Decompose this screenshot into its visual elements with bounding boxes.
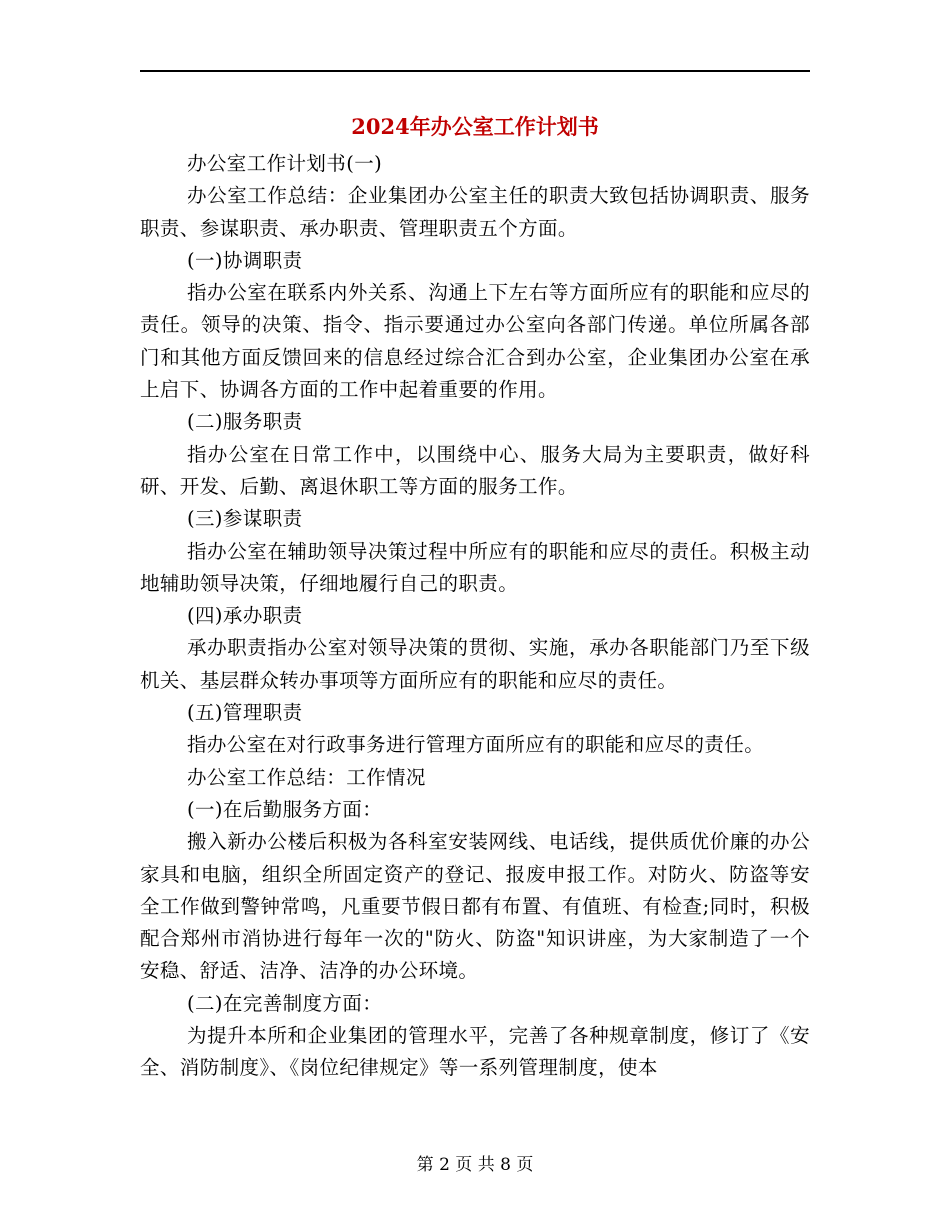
paragraph: 指办公室在对行政事务进行管理方面所应有的职能和应尽的责任。 xyxy=(187,733,765,757)
document-title: 2024年办公室工作计划书 xyxy=(351,114,599,139)
section-heading: (三)参谋职责 xyxy=(187,507,303,531)
paragraph: 办公室工作计划书(一) xyxy=(187,152,383,175)
section-heading: (一)在后勤服务方面： xyxy=(187,797,383,821)
paragraph: 办公室工作总结：企业集团办公室主任的职责大致包括协调职责、服务职责、参谋职责、承办职责、管理职责五个方面。 xyxy=(140,184,810,240)
document-body xyxy=(140,148,810,1085)
section-heading: (五)管理职责 xyxy=(187,701,303,725)
paragraph: 指办公室在联系内外关系、沟通上下左右等方面所应有的职能和应尽的责任。领导的决策、指令、指示要通过办公室向各部门传递。单位所属各部门和其他方面反馈回来的信息经过综合汇合到办公室，企业集团办公室在承上启下、协调各方面的工作中起着重要的作用。 xyxy=(140,281,810,402)
header-rule xyxy=(140,70,810,72)
paragraph: 办公室工作总结：工作情况 xyxy=(187,765,426,789)
section-heading: (二)服务职责 xyxy=(187,410,303,434)
section-heading: (二)在完善制度方面： xyxy=(187,991,383,1015)
page-number: 第 2 页 共 8 页 xyxy=(416,1155,534,1175)
paragraph: 搬入新办公楼后积极为各科室安装网线、电话线，提供质优价廉的办公家具和电脑，组织全所固定资产的登记、报废申报工作。对防火、防盗等安全工作做到警钟常鸣，凡重要节假日都有布置、有值班、有检查;同时，积极配合郑州市消协进行每年一次的"防火、防盗"知识讲座，为大家制造了一个安稳、舒适、洁净、洁净的办公环境。 xyxy=(140,830,810,983)
section-heading: (四)承办职责 xyxy=(187,604,303,628)
paragraph: 为提升本所和企业集团的管理水平，完善了各种规章制度，修订了《安全、消防制度》、《岗位纪律规定》等一系列管理制度，使本 xyxy=(140,1024,810,1080)
paragraph: 指办公室在辅助领导决策过程中所应有的职能和应尽的责任。积极主动地辅助领导决策，仔细地履行自己的职责。 xyxy=(140,539,810,595)
section-heading: (一)协调职责 xyxy=(187,248,303,272)
paragraph: 指办公室在日常工作中，以围绕中心、服务大局为主要职责，做好科研、开发、后勤、离退休职工等方面的服务工作。 xyxy=(140,442,810,498)
paragraph: 承办职责指办公室对领导决策的贯彻、实施，承办各职能部门乃至下级机关、基层群众转办事项等方面所应有的职能和应尽的责任。 xyxy=(140,636,810,692)
